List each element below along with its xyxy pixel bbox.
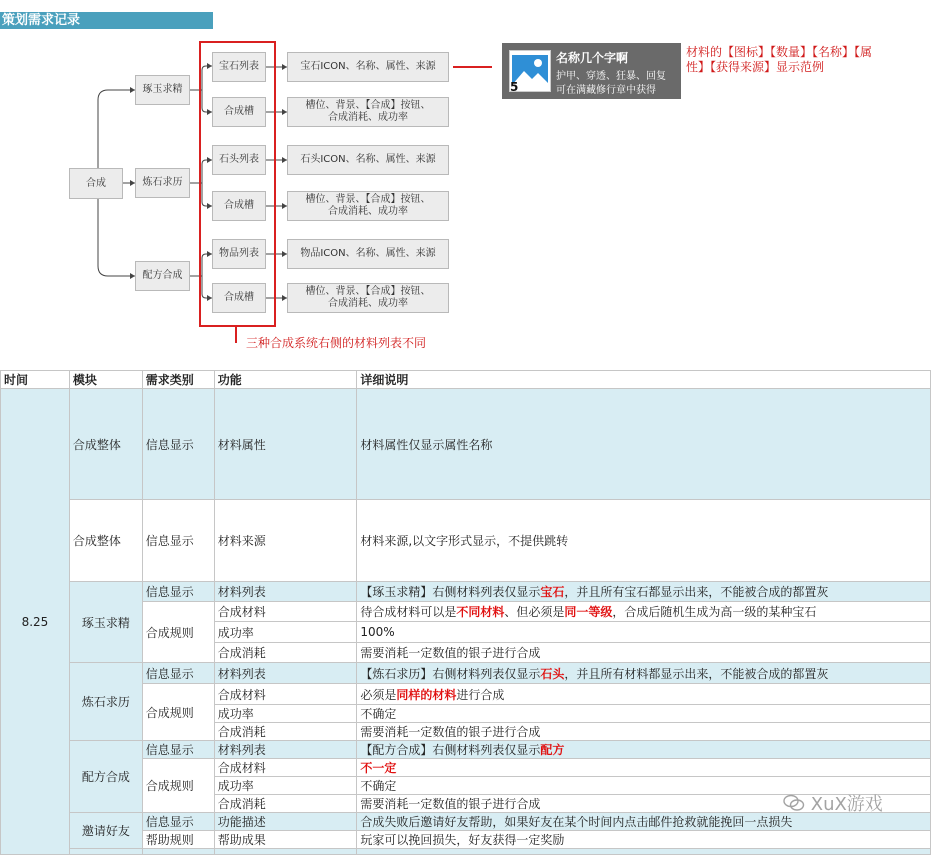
requirements-table (0, 370, 931, 855)
detail-text: 需要消耗一定数值的银子进行合成 (360, 797, 541, 811)
watermark-text: XuX游戏 (810, 794, 883, 815)
emphasis-text: 配方 (540, 743, 565, 757)
module-cell: 琢玉求精 (69, 582, 142, 663)
detail-text: 必须是 (360, 687, 397, 702)
node-item-list: 物品列表 (212, 239, 266, 269)
function-cell: 合成材料 (214, 602, 357, 622)
detail-text: 进行合成 (456, 687, 505, 702)
module-cell (69, 849, 142, 855)
detail-cell (357, 759, 931, 777)
detail-cell (357, 602, 931, 622)
detail-cell (357, 849, 931, 855)
detail-cell (357, 741, 931, 759)
category-cell: 信息显示 (142, 389, 214, 500)
category-cell: 合成规则 (142, 759, 214, 813)
detail-cell (357, 389, 931, 500)
function-cell: 功能描述 (214, 813, 357, 831)
node-slot-fields-2: 槽位、背景、【合成】按钮、 合成消耗、成功率 (287, 191, 449, 221)
section-title-banner: 策划需求记录 (0, 12, 213, 29)
emphasis-text: 宝石 (540, 585, 565, 599)
detail-text: 【琢玉求精】右侧材料列表仅显示 (360, 585, 541, 599)
category-cell: 信息显示 (142, 741, 214, 759)
date-cell: 8.25 (1, 389, 70, 855)
header-detail: 详细说明 (357, 371, 931, 389)
category-cell: 帮助规则 (142, 831, 214, 849)
detail-cell (357, 622, 931, 643)
category-cell: 信息显示 (142, 663, 214, 684)
header-module: 模块 (69, 371, 142, 389)
detail-cell (357, 500, 931, 582)
detail-text: 待合成材料可以是 (360, 605, 457, 619)
material-list-note: 三种合成系统右侧的材料列表不同 (246, 336, 427, 350)
detail-cell (357, 663, 931, 684)
node-stone-fields: 石头ICON、名称、属性、来源 (287, 145, 449, 175)
emphasis-text: 石头 (540, 666, 565, 681)
detail-text: 100% (360, 625, 395, 639)
sample-attributes: 护甲、穿透、狂暴、回复 (556, 71, 666, 82)
sample-item-card (502, 43, 681, 99)
function-cell: 材料列表 (214, 741, 357, 759)
detail-text: 材料属性仅显示属性名称 (360, 437, 493, 452)
category-cell (142, 849, 214, 855)
function-cell (214, 849, 357, 855)
module-cell: 合成整体 (69, 500, 142, 582)
category-cell: 信息显示 (142, 500, 214, 582)
category-cell: 合成规则 (142, 684, 214, 741)
detail-cell (357, 684, 931, 705)
sample-note: 材料的【图标】【数量】【名称】【属 性】【获得来源】显示范例 (686, 45, 873, 74)
detail-text: 【炼石求历】右侧材料列表仅显示 (360, 666, 541, 681)
detail-cell (357, 705, 931, 723)
node-slot-fields-3: 槽位、背景、【合成】按钮、 合成消耗、成功率 (287, 283, 449, 313)
module-cell: 炼石求历 (69, 663, 142, 741)
detail-cell (357, 582, 931, 602)
function-cell: 成功率 (214, 777, 357, 795)
function-cell: 成功率 (214, 622, 357, 643)
function-cell: 合成材料 (214, 684, 357, 705)
function-cell: 合成消耗 (214, 723, 357, 741)
function-cell: 合成消耗 (214, 643, 357, 663)
material-list-highlight (199, 41, 276, 327)
header-time: 时间 (1, 371, 70, 389)
emphasis-text: 不同材料 (456, 605, 505, 619)
node-gem-fields: 宝石ICON、名称、属性、来源 (287, 52, 449, 82)
detail-text: 需要消耗一定数值的银子进行合成 (360, 725, 541, 739)
detail-text: ，合成后随机生成为高一级的某种宝石 (612, 605, 817, 619)
detail-text: ，并且所有材料都显示出来，不能被合成的都置灰 (564, 666, 829, 681)
node-slot-2: 合成槽 (212, 191, 266, 221)
node-stone-list: 石头列表 (212, 145, 266, 175)
function-cell: 成功率 (214, 705, 357, 723)
emphasis-text: 同样的材料 (396, 687, 457, 702)
module-cell: 邀请好友 (69, 813, 142, 849)
detail-text: 【配方合成】右侧材料列表仅显示 (360, 743, 541, 757)
category-cell: 信息显示 (142, 582, 214, 602)
node-slot-1: 合成槽 (212, 97, 266, 127)
node-item-fields: 物品ICON、名称、属性、来源 (287, 239, 449, 269)
detail-text: 玩家可以挽回损失，好友获得一定奖励 (360, 833, 565, 847)
module-cell: 合成整体 (69, 389, 142, 500)
sample-source: 可在满藏修行章中获得 (556, 85, 656, 96)
function-cell: 材料列表 (214, 663, 357, 684)
emphasis-text: 同一等级 (564, 605, 613, 619)
detail-text: 、但必须是 (504, 605, 565, 619)
node-lianshi: 炼石求历 (135, 168, 190, 198)
node-zhuoyu: 琢玉求精 (135, 75, 190, 105)
detail-text: 需要消耗一定数值的银子进行合成 (360, 646, 541, 660)
node-slot-fields-1: 槽位、背景、【合成】按钮、 合成消耗、成功率 (287, 97, 449, 127)
category-cell: 合成规则 (142, 602, 214, 663)
watermark (783, 790, 883, 816)
header-function: 功能 (214, 371, 357, 389)
detail-cell (357, 643, 931, 663)
function-cell: 帮助成果 (214, 831, 357, 849)
detail-text: 材料来源,以文字形式显示，不提供跳转 (360, 534, 569, 548)
detail-text: ，并且所有宝石都显示出来，不能被合成的都置灰 (564, 585, 829, 599)
function-cell: 材料来源 (214, 500, 357, 582)
module-cell: 配方合成 (69, 741, 142, 813)
category-cell: 信息显示 (142, 813, 214, 831)
detail-text: 不确定 (360, 779, 397, 793)
detail-cell (357, 723, 931, 741)
header-category: 需求类别 (142, 371, 214, 389)
detail-cell (357, 831, 931, 849)
function-cell: 合成材料 (214, 759, 357, 777)
emphasis-text: 不一定 (360, 761, 397, 775)
node-gem-list: 宝石列表 (212, 52, 266, 82)
node-peifang: 配方合成 (135, 261, 190, 291)
function-cell: 合成消耗 (214, 795, 357, 813)
detail-text: 合成失败后邀请好友帮助，如果好友在某个时间内点击邮件抢救就能挽回一点损失 (360, 815, 793, 829)
sample-count: 5 (510, 80, 519, 94)
detail-text: 不确定 (360, 707, 397, 721)
sample-name: 名称几个字啊 (556, 51, 629, 65)
node-synthesis-root: 合成 (69, 168, 123, 199)
node-slot-3: 合成槽 (212, 283, 266, 313)
function-cell: 材料列表 (214, 582, 357, 602)
wechat-icon (783, 794, 811, 815)
function-cell: 材料属性 (214, 389, 357, 500)
